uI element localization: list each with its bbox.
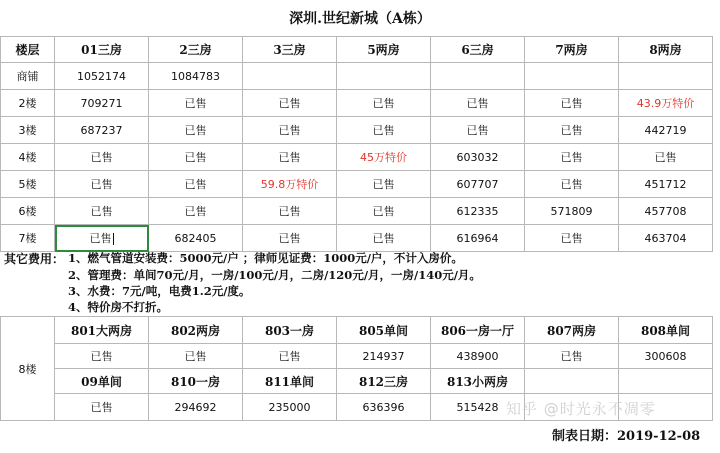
price-table <box>0 36 713 252</box>
floor-label-cell[interactable]: 2楼 <box>1 90 55 117</box>
table-row <box>1 198 713 225</box>
price-cell[interactable]: 已售 <box>243 117 337 144</box>
price-cell[interactable]: 687237 <box>55 117 149 144</box>
other-fees-label: 其它费用： <box>4 252 65 266</box>
price-cell[interactable]: 515428 <box>431 394 525 421</box>
price-cell[interactable]: 463704 <box>619 225 713 252</box>
price-cell[interactable]: 636396 <box>337 394 431 421</box>
table-row <box>1 171 713 198</box>
price-cell[interactable]: 616964 <box>431 225 525 252</box>
price-cell[interactable]: 已售 <box>243 144 337 171</box>
unit-header-cell[interactable]: 803一房 <box>243 317 337 344</box>
price-cell[interactable]: 已售 <box>55 144 149 171</box>
price-cell[interactable]: 442719 <box>619 117 713 144</box>
price-cell[interactable]: 已售 <box>149 171 243 198</box>
price-cell[interactable]: 已售 <box>149 117 243 144</box>
price-cell[interactable]: 571809 <box>525 198 619 225</box>
header-row <box>1 37 713 63</box>
price-cell[interactable]: 已售 <box>619 144 713 171</box>
sheet-title: 深圳.世纪新城（A栋） <box>289 11 431 27</box>
price-cell[interactable] <box>525 63 619 90</box>
table-row <box>1 144 713 171</box>
price-cell[interactable]: 已售 <box>337 171 431 198</box>
floor-label-cell[interactable]: 8楼 <box>1 317 55 421</box>
table-date: 制表日期：2019-12-08 <box>552 429 701 444</box>
unit-header-cell[interactable]: 7两房 <box>525 37 619 63</box>
table-row <box>1 369 713 394</box>
other-fees-section <box>0 244 720 316</box>
price-cell[interactable]: 45万特价 <box>337 144 431 171</box>
table-row <box>1 344 713 369</box>
unit-header-cell[interactable]: 812三房 <box>337 369 431 394</box>
unit-header-cell[interactable]: 806一房一厅 <box>431 317 525 344</box>
price-cell[interactable]: 235000 <box>243 394 337 421</box>
floor-label-cell[interactable]: 3楼 <box>1 117 55 144</box>
table-row <box>1 117 713 144</box>
price-cell[interactable]: 1052174 <box>55 63 149 90</box>
price-cell[interactable]: 已售 <box>337 198 431 225</box>
unit-header-cell[interactable]: 807两房 <box>525 317 619 344</box>
price-cell[interactable]: 59.8万特价 <box>243 171 337 198</box>
price-cell[interactable]: 451712 <box>619 171 713 198</box>
unit-header-cell[interactable]: 3三房 <box>243 37 337 63</box>
unit-header-cell[interactable]: 01三房 <box>55 37 149 63</box>
floor-label-cell[interactable]: 4楼 <box>1 144 55 171</box>
unit-header-cell[interactable]: 5两房 <box>337 37 431 63</box>
price-cell[interactable]: 已售 <box>337 117 431 144</box>
price-cell[interactable]: 已售 <box>525 225 619 252</box>
fee-note-1: 1、燃气管道安装费：5000元/户 ；律师见证费：1000元/户，不计入房价。 <box>68 251 463 265</box>
price-cell[interactable] <box>619 63 713 90</box>
price-cell[interactable]: 612335 <box>431 198 525 225</box>
price-cell[interactable]: 43.9万特价 <box>619 90 713 117</box>
watermark: 知乎 @时光永不凋零 <box>506 400 656 418</box>
price-cell[interactable]: 已售 <box>525 117 619 144</box>
unit-header-cell[interactable]: 6三房 <box>431 37 525 63</box>
unit-header-cell[interactable]: 801大两房 <box>55 317 149 344</box>
price-cell[interactable] <box>243 63 337 90</box>
price-cell[interactable] <box>337 63 431 90</box>
price-cell[interactable]: 已售 <box>525 90 619 117</box>
price-cell[interactable]: 已售 <box>55 171 149 198</box>
price-cell[interactable]: 已售 <box>525 344 619 369</box>
floor-label-cell[interactable]: 5楼 <box>1 171 55 198</box>
unit-header-cell[interactable] <box>619 369 713 394</box>
price-cell[interactable]: 已售 <box>337 90 431 117</box>
unit-header-cell[interactable]: 2三房 <box>149 37 243 63</box>
price-cell[interactable]: 已售 <box>243 344 337 369</box>
price-cell[interactable]: 已售 <box>337 225 431 252</box>
fee-note-2: 2、管理费：单间70元/月，一房/100元/月，二房/120元/月，一房/140元/月。 <box>68 268 481 282</box>
unit-header-cell[interactable]: 813小两房 <box>431 369 525 394</box>
price-cell[interactable]: 已售 <box>149 90 243 117</box>
table-row <box>1 317 713 344</box>
floor-label-cell[interactable]: 商铺 <box>1 63 55 90</box>
price-cell[interactable]: 603032 <box>431 144 525 171</box>
price-cell[interactable]: 438900 <box>431 344 525 369</box>
price-cell[interactable]: 已售 <box>149 198 243 225</box>
floor-label-cell[interactable]: 7楼 <box>1 225 55 252</box>
unit-header-cell[interactable]: 09单间 <box>55 369 149 394</box>
price-cell[interactable]: 709271 <box>55 90 149 117</box>
floor-label-cell[interactable]: 6楼 <box>1 198 55 225</box>
price-cell[interactable]: 已售 <box>55 198 149 225</box>
price-cell[interactable]: 已售 <box>243 90 337 117</box>
unit-header-cell[interactable]: 808单间 <box>619 317 713 344</box>
price-cell[interactable]: 已售 <box>525 144 619 171</box>
price-cell[interactable]: 已售 <box>243 225 337 252</box>
price-cell[interactable]: 已售 <box>55 344 149 369</box>
unit-header-cell[interactable]: 802两房 <box>149 317 243 344</box>
price-cell[interactable]: 已售 <box>55 394 149 421</box>
unit-header-cell[interactable]: 805单间 <box>337 317 431 344</box>
price-cell[interactable]: 已售 <box>243 198 337 225</box>
floor-header-cell[interactable]: 楼层 <box>1 37 55 63</box>
price-cell[interactable]: 300608 <box>619 344 713 369</box>
table-row <box>1 90 713 117</box>
price-cell[interactable]: 294692 <box>149 394 243 421</box>
price-cell[interactable] <box>431 63 525 90</box>
price-cell[interactable]: 457708 <box>619 198 713 225</box>
price-cell[interactable]: 1084783 <box>149 63 243 90</box>
unit-header-cell[interactable]: 810一房 <box>149 369 243 394</box>
table-row <box>1 63 713 90</box>
price-cell[interactable]: 已售 <box>431 117 525 144</box>
unit-header-cell[interactable] <box>525 369 619 394</box>
price-cell[interactable]: 682405 <box>149 225 243 252</box>
unit-header-cell[interactable]: 811单间 <box>243 369 337 394</box>
price-cell[interactable]: 已售 <box>149 344 243 369</box>
price-cell[interactable]: 已售 <box>431 90 525 117</box>
price-cell[interactable]: 已售 <box>149 144 243 171</box>
price-cell[interactable]: 607707 <box>431 171 525 198</box>
unit-header-cell[interactable]: 8两房 <box>619 37 713 63</box>
fee-note-4: 4、特价房不打折。 <box>68 300 169 314</box>
price-cell[interactable]: 214937 <box>337 344 431 369</box>
price-cell[interactable]: 已售 <box>525 171 619 198</box>
price-cell[interactable]: 已售 <box>55 225 149 252</box>
fee-note-3: 3、水费：7元/吨，电费1.2元/度。 <box>68 284 251 298</box>
